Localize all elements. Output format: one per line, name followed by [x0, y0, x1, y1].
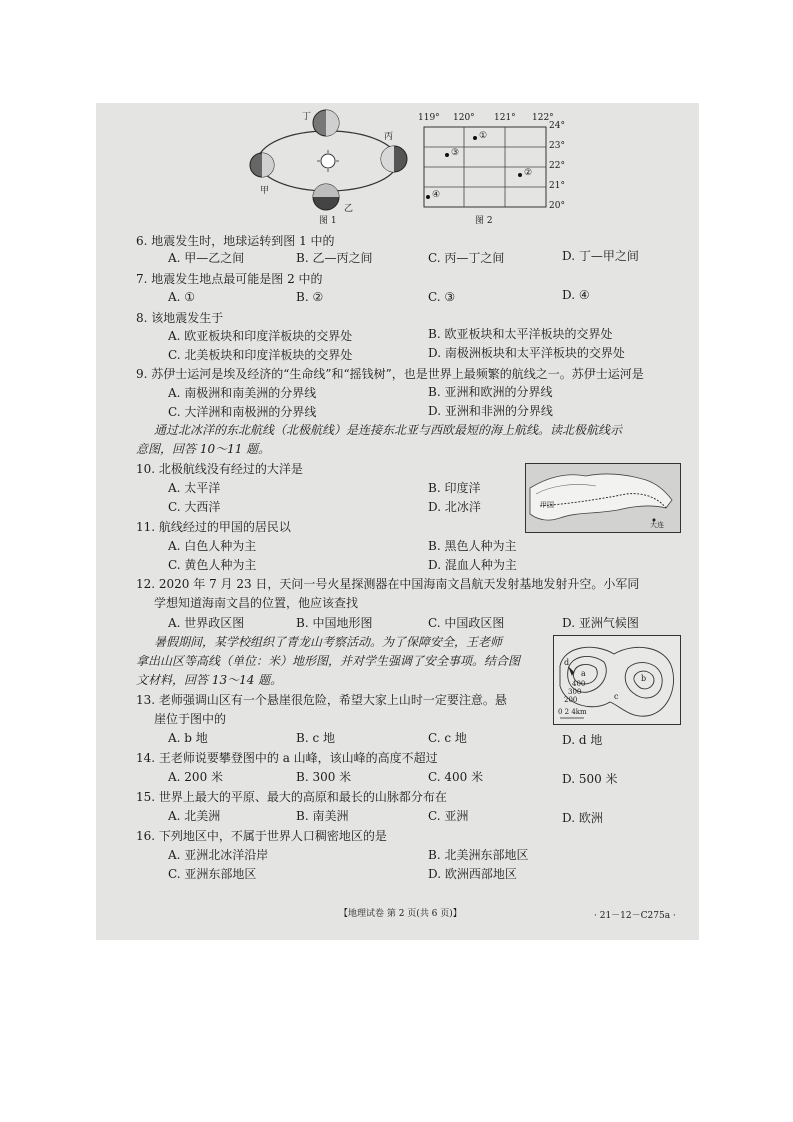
point-b: b	[641, 674, 647, 683]
option[interactable]: C. 亚洲东部地区	[168, 867, 257, 881]
option[interactable]: D. 混血人种为主	[428, 558, 517, 572]
question-10-stem: 10. 北极航线没有经过的大洋是	[136, 462, 303, 476]
passage-mountain-line: 文材料，回答 13～14 题。	[136, 673, 283, 687]
contour-label: 200	[564, 696, 578, 704]
option[interactable]: A. 亚洲北冰洋沿岸	[168, 848, 269, 862]
lon-label: 121°	[494, 113, 516, 123]
lat-label: 23°	[549, 141, 565, 151]
orbit-svg	[246, 107, 416, 219]
question-8-stem: 8. 该地震发生于	[136, 311, 224, 325]
option[interactable]: A. 200 米	[168, 770, 224, 784]
option[interactable]: B. 300 米	[296, 770, 352, 784]
option[interactable]: C. 大洋洲和南极洲的分界线	[168, 405, 317, 419]
option[interactable]: A. 太平洋	[168, 481, 221, 495]
option[interactable]: D. 北冰洋	[428, 500, 481, 514]
option[interactable]: C. 400 米	[428, 770, 484, 784]
lat-label: 22°	[549, 161, 565, 171]
point-d: d	[564, 658, 570, 667]
option[interactable]: D. 丁—甲之间	[562, 249, 639, 263]
option[interactable]: D. 500 米	[562, 772, 618, 786]
option[interactable]: C. 黄色人种为主	[168, 558, 257, 572]
point-a: a	[581, 669, 586, 678]
option[interactable]: B. 乙—丙之间	[296, 251, 373, 265]
option[interactable]: A. 世界政区图	[168, 616, 245, 630]
figure-2-caption: 图 2	[475, 216, 493, 226]
option[interactable]: A. 欧亚板块和印度洋板块的交界处	[168, 329, 353, 343]
point-3: ③	[451, 148, 460, 158]
page-footer: 【地理试卷 第 2 页(共 6 页)】	[339, 909, 462, 919]
option[interactable]: D. 亚洲气候图	[562, 616, 639, 630]
question-14-stem: 14. 王老师说要攀登图中的 a 山峰，该山峰的高度不超过	[136, 751, 438, 765]
option[interactable]: B. 黑色人种为主	[428, 539, 517, 553]
contour-map	[553, 635, 681, 725]
option[interactable]: D. 亚洲和非洲的分界线	[428, 404, 553, 418]
option[interactable]: A. ①	[168, 290, 196, 304]
question-15-stem: 15. 世界上最大的平原、最大的高原和最长的山脉都分布在	[136, 790, 447, 804]
label-yi: 乙	[344, 204, 354, 214]
point-2: ②	[524, 168, 533, 178]
lat-label: 21°	[549, 181, 565, 191]
option[interactable]: C. 北美板块和印度洋板块的交界处	[168, 348, 353, 362]
option[interactable]: B. 印度洋	[428, 481, 481, 495]
option[interactable]: C. 大西洋	[168, 500, 221, 514]
option[interactable]: A. 甲—乙之间	[168, 251, 245, 265]
question-13-stem-line: 13. 老师强调山区有一个悬崖很危险，希望大家上山时一定要注意。悬	[136, 693, 507, 707]
question-12-stem-line: 学想知道海南文昌的位置，他应该查找	[154, 596, 359, 610]
option[interactable]: C. 中国政区图	[428, 616, 505, 630]
label-bing: 丙	[384, 132, 394, 142]
passage-arctic-line: 通过北冰洋的东北航线（北极航线）是连接东北亚与西欧最短的海上航线。读北极航线示	[154, 423, 623, 437]
earth-top-icon	[313, 110, 339, 136]
option[interactable]: B. 北美洲东部地区	[428, 848, 529, 862]
option[interactable]: D. 欧洲	[562, 811, 603, 825]
exam-page	[96, 103, 699, 940]
lon-label: 120°	[453, 113, 475, 123]
question-16-stem: 16. 下列地区中，不属于世界人口稠密地区的是	[136, 829, 387, 843]
scale-bar-label: 0 2 4km	[558, 708, 587, 716]
lat-label: 24°	[549, 121, 565, 131]
earth-right-icon	[381, 146, 407, 172]
option[interactable]: B. ②	[296, 290, 324, 304]
option[interactable]: B. 欧亚板块和太平洋板块的交界处	[428, 327, 613, 341]
question-9-stem: 9. 苏伊士运河是埃及经济的“生命线”和“摇钱树”，也是世界上最频繁的航线之一。苏伊士运河是	[136, 367, 644, 381]
option[interactable]: B. 南美洲	[296, 809, 349, 823]
earth-left-icon	[250, 153, 274, 177]
option[interactable]: A. 白色人种为主	[168, 539, 257, 553]
label-ding: 丁	[302, 112, 312, 122]
question-12-stem-line: 12. 2020 年 7 月 23 日，天问一号火星探测器在中国海南文昌航天发射基地发射升空。小军同	[136, 577, 640, 591]
option[interactable]: D. 南极洲板块和太平洋板块的交界处	[428, 346, 625, 360]
passage-mountain-line: 暑假期间，某学校组织了青龙山考察活动。为了保障安全，王老师	[154, 635, 503, 649]
lon-label: 122°	[532, 113, 554, 123]
option[interactable]: C. ③	[428, 290, 456, 304]
passage-mountain-line: 拿出山区等高线（单位：米）地形图，并对学生强调了安全事项。结合图	[136, 654, 521, 668]
figure-1-orbit-diagram	[246, 107, 416, 219]
lon-label: 119°	[418, 113, 440, 123]
contour-label: 300	[568, 688, 582, 696]
option[interactable]: C. 丙—丁之间	[428, 251, 505, 265]
label-jia-country: 甲国	[540, 501, 554, 509]
point-c: c	[614, 692, 619, 701]
question-6-stem: 6. 地震发生时，地球运转到图 1 中的	[136, 234, 335, 248]
option[interactable]: D. d 地	[562, 733, 603, 747]
contour-label: 400	[572, 680, 586, 688]
label-jia: 甲	[260, 186, 270, 196]
arctic-route-map	[525, 463, 681, 533]
earth-bottom-icon	[313, 184, 339, 210]
figure-1-caption: 图 1	[319, 216, 337, 226]
point-4: ④	[432, 190, 441, 200]
question-11-stem: 11. 航线经过的甲国的居民以	[136, 520, 291, 534]
option[interactable]: A. b 地	[168, 731, 208, 745]
option[interactable]: B. 中国地形图	[296, 616, 373, 630]
option[interactable]: B. 亚洲和欧洲的分界线	[428, 385, 553, 399]
question-7-stem: 7. 地震发生地点最可能是图 2 中的	[136, 272, 323, 286]
option[interactable]: C. c 地	[428, 731, 467, 745]
lat-label: 20°	[549, 201, 565, 211]
question-13-stem-line: 崖位于图中的	[154, 712, 227, 726]
option[interactable]: A. 北美洲	[168, 809, 221, 823]
figure-2-grid-map	[416, 113, 576, 215]
option[interactable]: D. ④	[562, 288, 590, 302]
option[interactable]: D. 欧洲西部地区	[428, 867, 517, 881]
label-dalian: 大连	[650, 521, 664, 529]
option[interactable]: A. 南极洲和南美洲的分界线	[168, 386, 317, 400]
point-1: ①	[479, 131, 488, 141]
exam-code: · 21－12－C275a ·	[594, 911, 676, 921]
passage-arctic-line: 意图，回答 10～11 题。	[136, 442, 271, 456]
option[interactable]: B. c 地	[296, 731, 335, 745]
option[interactable]: C. 亚洲	[428, 809, 469, 823]
